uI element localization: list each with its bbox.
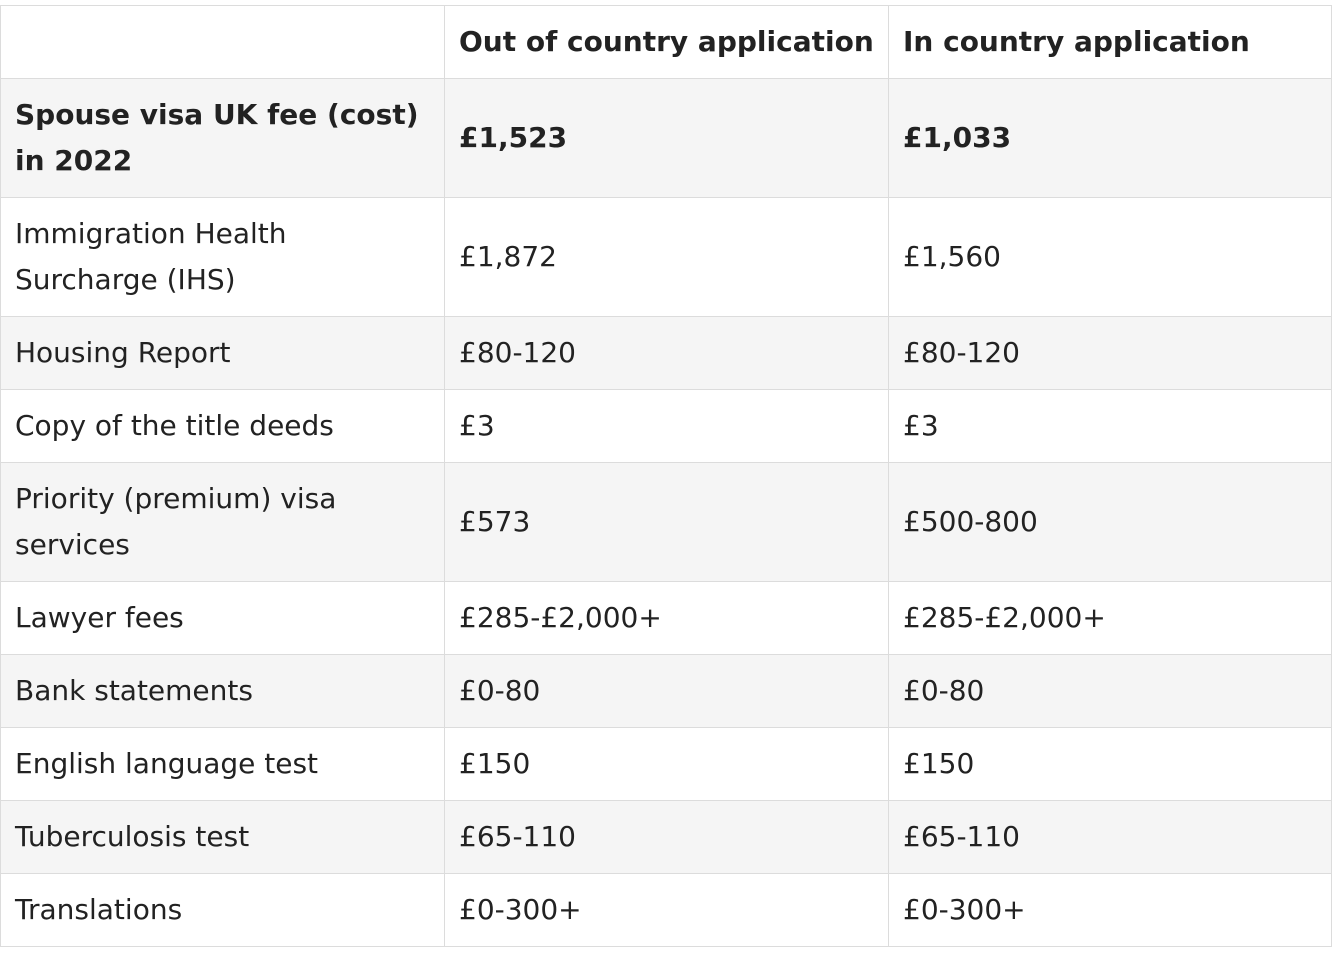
out-of-country-cost: £1,872: [445, 198, 889, 317]
out-of-country-cost: £80-120: [445, 317, 889, 390]
table-row: [1, 728, 1332, 801]
table-header-row: [1, 6, 1332, 79]
out-of-country-cost: £150: [445, 728, 889, 801]
table-row: [1, 582, 1332, 655]
row-label: English language test: [1, 728, 445, 801]
out-of-country-cost: £285-£2,000+: [445, 582, 889, 655]
row-label: Priority (premium) visa services: [1, 463, 445, 582]
header-empty-cell: [1, 6, 445, 79]
in-country-cost: £1,033: [889, 79, 1332, 198]
row-label: Copy of the title deeds: [1, 390, 445, 463]
in-country-cost: £0-80: [889, 655, 1332, 728]
row-label: Spouse visa UK fee (cost) in 2022: [1, 79, 445, 198]
out-of-country-cost: £0-80: [445, 655, 889, 728]
table-row: [1, 463, 1332, 582]
out-of-country-cost: £3: [445, 390, 889, 463]
in-country-cost: £0-300+: [889, 874, 1332, 947]
in-country-cost: £1,560: [889, 198, 1332, 317]
table-row: [1, 317, 1332, 390]
table-row: [1, 801, 1332, 874]
row-label: Tuberculosis test: [1, 801, 445, 874]
in-country-cost: £80-120: [889, 317, 1332, 390]
table-row: [1, 655, 1332, 728]
row-label: Housing Report: [1, 317, 445, 390]
out-of-country-cost: £0-300+: [445, 874, 889, 947]
out-of-country-cost: £573: [445, 463, 889, 582]
in-country-cost: £500-800: [889, 463, 1332, 582]
in-country-cost: £3: [889, 390, 1332, 463]
in-country-cost: £285-£2,000+: [889, 582, 1332, 655]
row-label: Immigration Health Surcharge (IHS): [1, 198, 445, 317]
spouse-visa-fee-table: [0, 5, 1332, 947]
table-row: [1, 874, 1332, 947]
fee-table-container: [0, 5, 1332, 947]
table-row: [1, 198, 1332, 317]
row-label: Lawyer fees: [1, 582, 445, 655]
header-in-country: In country application: [889, 6, 1332, 79]
in-country-cost: £65-110: [889, 801, 1332, 874]
table-row: [1, 79, 1332, 198]
table-row: [1, 390, 1332, 463]
row-label: Bank statements: [1, 655, 445, 728]
in-country-cost: £150: [889, 728, 1332, 801]
out-of-country-cost: £65-110: [445, 801, 889, 874]
out-of-country-cost: £1,523: [445, 79, 889, 198]
row-label: Translations: [1, 874, 445, 947]
header-out-of-country: Out of country application: [445, 6, 889, 79]
